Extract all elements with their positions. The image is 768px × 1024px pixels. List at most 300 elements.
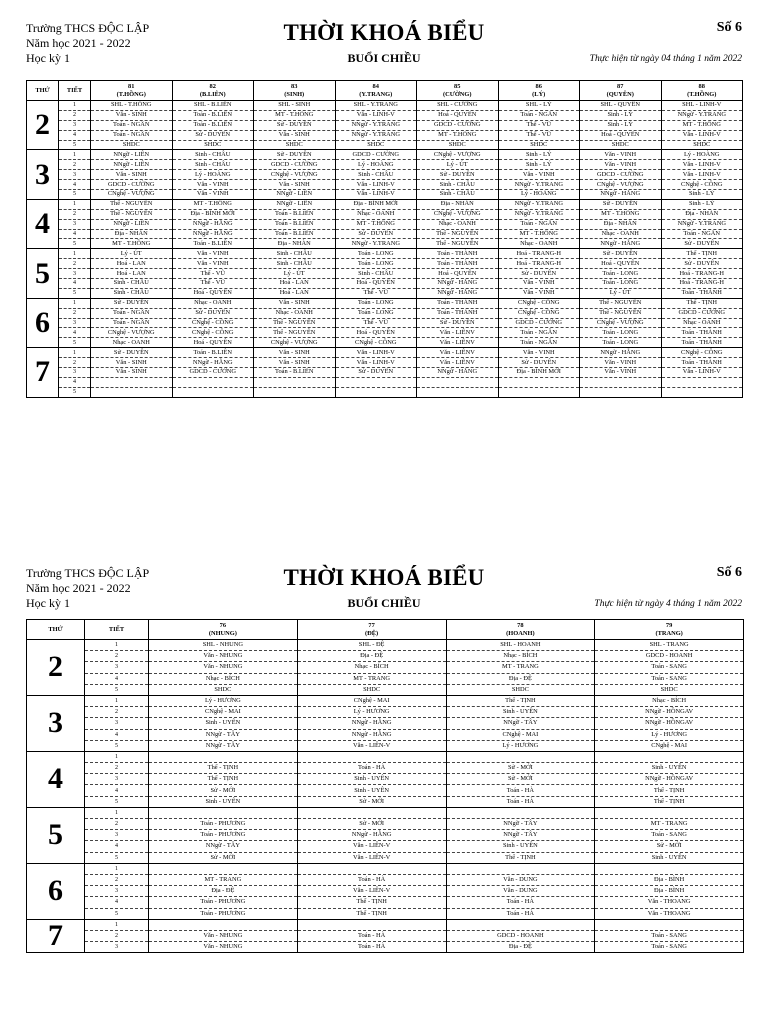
lesson-cell: SHL - ĐỆ [297,640,446,651]
session-title: BUỔI CHIỀU [347,51,421,65]
lesson-cell: CNghệ - MAI [297,695,446,706]
lesson-cell: Sinh - LÝ [580,120,662,130]
period-number: 3 [59,170,91,180]
lesson-cell: Toán - SANG [595,830,744,841]
lesson-cell: Thể - TỊNH [661,249,743,259]
class-code: 88 [698,83,705,90]
period-row [27,140,743,150]
period-row [27,190,743,200]
homeroom-teacher: (B.LIÊN) [199,90,226,98]
period-row [27,796,744,807]
lesson-cell: SHDC [91,140,173,150]
lesson-cell: Văn - LINH-V [335,348,417,358]
class-header [417,81,499,101]
period-row [27,841,744,852]
lesson-cell: Toán - HÀ [446,785,595,796]
period-row [27,942,744,953]
homeroom-teacher: (LÝ) [532,90,546,98]
class-header [335,81,417,101]
period-number: 1 [59,101,91,111]
period-number: 4 [59,229,91,239]
period-row [27,763,744,774]
lesson-cell: Lý - HƯƠNG [446,740,595,751]
lesson-cell: SHL - LÝ [498,101,580,111]
lesson-cell: NNgữ - HẰNG [580,239,662,249]
class-header [172,81,254,101]
lesson-cell: Sinh - LÝ [580,110,662,120]
lesson-cell: Sử - DUYÊN [335,368,417,378]
homeroom-teacher: (CƯỜNG) [442,90,472,98]
lesson-cell: Nhạc - OANH [498,239,580,249]
period-number: 5 [85,684,149,695]
period-number: 4 [85,897,149,908]
lesson-cell: Toán - NGÂN [91,308,173,318]
lesson-cell: Sử - DUYÊN [580,199,662,209]
homeroom-teacher: (TRANG) [655,629,683,637]
school-term: Học kỳ 1 [26,51,70,65]
period-row [27,729,744,740]
lesson-cell: Địa - BÌNH MỚI [335,199,417,209]
period-number: 3 [59,318,91,328]
class-code: 83 [291,83,298,90]
period-number: 4 [59,130,91,140]
lesson-cell: CNghệ - VƯỢNG [580,180,662,190]
period-number: 2 [85,707,149,718]
lesson-cell [297,863,446,874]
period-row [27,886,744,897]
period-row [27,259,743,269]
lesson-cell [446,919,595,930]
period-row [27,170,743,180]
lesson-cell: GDCD - CƯỜNG [91,180,173,190]
lesson-cell: Toán - THÀNH [661,358,743,368]
class-code: 79 [665,622,673,629]
lesson-cell [254,387,336,397]
lesson-cell: Địa - BÌNH MỚI [172,209,254,219]
lesson-cell: GDCD - CƯỜNG [335,150,417,160]
lesson-cell: Văn - SINH [91,170,173,180]
lesson-cell: NNgữ - HẰNG [417,279,499,289]
period-number: 1 [85,807,149,818]
lesson-cell: Sinh - UYÊN [446,707,595,718]
lesson-cell: Văn - VINH [498,170,580,180]
lesson-cell: Thể - TỊNH [446,695,595,706]
lesson-cell: Toán - NGÂN [498,110,580,120]
lesson-cell: CNghệ - CÔNG [661,180,743,190]
period-number: 1 [85,751,149,762]
class-header [595,620,744,640]
lesson-cell: Sử - DUYÊN [498,358,580,368]
period-row [27,640,744,651]
period-number: 1 [59,249,91,259]
lesson-cell: Địa - NHÀN [417,199,499,209]
period-number: 3 [59,269,91,279]
lesson-cell: Văn - DUNG [446,886,595,897]
lesson-cell: Văn - LINH-V [661,170,743,180]
lesson-cell: Lý - HƯƠNG [595,729,744,740]
lesson-cell: Sử - DUYÊN [335,229,417,239]
lesson-cell: Toán - HÀ [297,874,446,885]
lesson-cell: Thể - VŨ [172,269,254,279]
period-number: 5 [59,140,91,150]
period-row [27,751,744,762]
class-header [498,81,580,101]
lesson-cell: NNgữ - HỒNGAV [595,707,744,718]
lesson-cell: Địa - NHÀN [254,239,336,249]
period-number: 1 [59,150,91,160]
period-row [27,308,743,318]
period-row [27,718,744,729]
school-year: Năm học 2021 - 2022 [26,581,131,595]
lesson-cell: Thể - NGUYÊN [580,298,662,308]
period-row [27,919,744,930]
session-title: BUỔI CHIỀU [347,596,421,610]
lesson-cell: Toán - B.LIÊN [172,110,254,120]
lesson-cell: GDCD - CƯỜNG [661,308,743,318]
lesson-cell: SHDC [297,684,446,695]
lesson-cell: Sinh - UYÊN [149,796,298,807]
lesson-cell: Sử - DUYÊN [254,120,336,130]
lesson-cell: GDCD - CƯỜNG [254,160,336,170]
lesson-cell: NNgữ - TÂY [149,841,298,852]
period-number: 3 [85,662,149,673]
lesson-cell: Địa - BÌNH MỚI [498,368,580,378]
period-number: 2 [85,763,149,774]
period-row [27,338,743,348]
period-number: 4 [59,279,91,289]
lesson-cell: Nhạc - BÍCH [297,662,446,673]
period-row [27,651,744,662]
lesson-cell: NNgữ - HẰNG [417,368,499,378]
lesson-cell: Hoá - LAN [91,269,173,279]
lesson-cell: Thể - NGUYÊN [254,318,336,328]
lesson-cell: NNgữ - HẰNG [297,830,446,841]
lesson-cell: Toán - LONG [335,308,417,318]
lesson-cell: Hoá - TRANG-H [661,269,743,279]
period-row [27,269,743,279]
lesson-cell: NNgữ - TÂY [446,830,595,841]
lesson-cell: Văn - LINH-V [335,180,417,190]
period-number: 5 [85,852,149,863]
lesson-cell: Toán - PHƯƠNG [149,830,298,841]
lesson-cell: Thể - TỊNH [595,785,744,796]
lesson-cell: NNgữ - Y.TRANG [661,219,743,229]
period-number: 2 [59,160,91,170]
lesson-cell: Lý - HOÀNG [172,170,254,180]
lesson-cell: Nhạc - OANH [172,298,254,308]
lesson-cell: Văn - SINH [254,358,336,368]
lesson-cell: NNgữ - LIÊN [91,160,173,170]
period-number: 2 [59,110,91,120]
period-number: 4 [85,841,149,852]
lesson-cell: Toán - SANG [595,673,744,684]
lesson-cell: Địa - ĐỆ [446,942,595,953]
lesson-cell: Sử - DUYÊN [661,239,743,249]
sheet2-header [26,563,742,615]
period-row [27,774,744,785]
lesson-cell: Sử - MỚI [149,785,298,796]
period-number: 4 [59,328,91,338]
lesson-cell: Địa - NHÀN [661,209,743,219]
period-row [27,180,743,190]
period-number: 3 [85,774,149,785]
school-term: Học kỳ 1 [26,596,70,610]
lesson-cell: Hoá - QUYÊN [172,338,254,348]
period-row [27,298,743,308]
lesson-cell: Văn - LINH-V [661,368,743,378]
lesson-cell: Thể - VŨ [335,318,417,328]
lesson-cell: Toán - LONG [580,328,662,338]
lesson-cell: Địa - NHÀN [91,229,173,239]
lesson-cell [149,919,298,930]
lesson-cell: Hoá - QUYÊN [335,279,417,289]
lesson-cell: SHL - LINH-V [661,101,743,111]
lesson-cell [417,387,499,397]
lesson-cell [172,387,254,397]
period-row [27,160,743,170]
period-row [27,785,744,796]
lesson-cell: Lý - ÚT [580,288,662,298]
lesson-cell: Địa - ĐỆ [149,886,298,897]
lesson-cell: NNgữ - HẰNG [297,718,446,729]
lesson-cell: Địa - BÌNH [595,886,744,897]
lesson-cell: NNgữ - Y.TRANG [661,110,743,120]
class-header [297,620,446,640]
period-number: 2 [59,308,91,318]
lesson-cell: NNgữ - TÂY [446,819,595,830]
lesson-cell: NNgữ - LIÊN [91,150,173,160]
period-row [27,229,743,239]
lesson-cell: Sử - DUYÊN [417,318,499,328]
day-label: 5 [27,807,85,863]
school-name: Trường THCS ĐỘC LẬP [26,21,150,35]
lesson-cell: Toán - THÀNH [661,288,743,298]
class-code: 87 [617,83,624,90]
period-number: 4 [59,377,91,387]
lesson-cell: Toán - NGÂN [91,130,173,140]
period-number: 2 [85,819,149,830]
lesson-cell: Sử - DUYÊN [417,170,499,180]
lesson-cell: Sử - DUYÊN [580,249,662,259]
lesson-cell: Văn - LINH-V [661,160,743,170]
lesson-cell: NNgữ - Y.TRANG [335,130,417,140]
lesson-cell: MT - T.HỒNG [417,130,499,140]
lesson-cell: Địa - BÌNH [595,874,744,885]
lesson-cell: NNgữ - Y.TRANG [335,120,417,130]
lesson-cell: Thể - TỊNH [446,852,595,863]
lesson-cell: Nhạc - OANH [417,219,499,229]
period-number: 4 [85,785,149,796]
lesson-cell: Sinh - UYÊN [595,763,744,774]
period-number: 3 [85,886,149,897]
lesson-cell: NNgữ - Y.TRANG [498,180,580,190]
lesson-cell: CNghệ - VƯỢNG [91,190,173,200]
homeroom-teacher: (T.HỒNG) [116,90,146,98]
period-number: 2 [85,874,149,885]
lesson-cell: Nhạc - BÍCH [149,673,298,684]
lesson-cell: Văn - LIÊN-V [297,740,446,751]
lesson-cell: Sử - DUYÊN [172,308,254,318]
lesson-cell: Hoá - QUYÊN [417,269,499,279]
period-row [27,199,743,209]
lesson-cell: SHL - CƯỜNG [417,101,499,111]
lesson-cell: Sử - DUYÊN [91,298,173,308]
lesson-cell: SHDC [498,140,580,150]
lesson-cell: CNghệ - VƯỢNG [91,328,173,338]
lesson-cell: Toán - NGÂN [498,338,580,348]
effective-date: Thực hiện từ ngày 04 tháng 1 năm 2022 [589,54,742,64]
schedule-number: Số 6 [716,20,742,35]
period-number: 3 [59,219,91,229]
period-row [27,819,744,830]
lesson-cell [595,863,744,874]
lesson-cell: Sinh - CHÂU [417,180,499,190]
lesson-cell: NNgữ - HẰNG [172,219,254,229]
lesson-cell: NNgữ - LIÊN [254,190,336,200]
lesson-cell [91,377,173,387]
lesson-cell: CNghệ - VƯỢNG [417,209,499,219]
class-code: 84 [372,83,379,90]
lesson-cell: Thể - TỊNH [149,774,298,785]
period-number: 1 [59,298,91,308]
lesson-cell: Toán - B.LIÊN [254,368,336,378]
period-row [27,150,743,160]
class-header [446,620,595,640]
lesson-cell: Văn - SINH [91,110,173,120]
period-row [27,120,743,130]
lesson-cell: Văn - VINH [172,249,254,259]
school-name: Trường THCS ĐỘC LẬP [26,566,150,580]
lesson-cell [595,919,744,930]
lesson-cell: SHL - SINH [254,101,336,111]
lesson-cell: MT - TRANG [149,874,298,885]
lesson-cell: NNgữ - Y.TRANG [498,199,580,209]
lesson-cell: Sử - MỚI [595,841,744,852]
lesson-cell: Toán - LONG [335,298,417,308]
lesson-cell: NNgữ - HỒNGAV [595,718,744,729]
lesson-cell: Lý - HOÀNG [335,160,417,170]
timetable-grades-7 [26,619,744,953]
class-header [91,81,173,101]
lesson-cell: Hoá - QUYÊN [580,259,662,269]
lesson-cell: Sinh - CHÂU [172,160,254,170]
lesson-cell: Văn - SINH [91,368,173,378]
period-row [27,279,743,289]
lesson-cell: Văn - SINH [254,130,336,140]
lesson-cell [446,807,595,818]
homeroom-teacher: (SINH) [284,90,305,98]
lesson-cell: NNgữ - LIÊN [91,219,173,229]
lesson-cell: SHDC [335,140,417,150]
lesson-cell: Toán - HÀ [446,897,595,908]
lesson-cell: Văn - VINH [172,180,254,190]
period-row [27,684,744,695]
lesson-cell: MT - T.HỒNG [580,209,662,219]
lesson-cell [335,387,417,397]
lesson-cell: Sử - MỚI [297,796,446,807]
lesson-cell: Văn - VINH [498,288,580,298]
lesson-cell: MT - T.HỒNG [498,229,580,239]
period-number: 5 [59,239,91,249]
period-row [27,897,744,908]
lesson-cell: Thể - TỊNH [297,908,446,919]
class-code: 86 [535,83,542,90]
period-row [27,288,743,298]
lesson-cell: GDCD - HOANH [595,651,744,662]
lesson-cell: CNghệ - CÔNG [172,318,254,328]
lesson-cell: Hoá - QUYÊN [172,288,254,298]
lesson-cell: Toán - THÀNH [417,259,499,269]
lesson-cell: Văn - LIÊNV [417,328,499,338]
lesson-cell: Sử - DUYÊN [91,348,173,358]
lesson-cell: GDCD - CƯỜNG [417,120,499,130]
day-label: 4 [27,199,59,248]
lesson-cell [91,387,173,397]
lesson-cell: MT - T.HỒNG [335,219,417,229]
lesson-cell: SHDC [446,684,595,695]
lesson-cell: Sử - DUYÊN [172,130,254,140]
lesson-cell: Sinh - CHÂU [254,259,336,269]
lesson-cell [580,387,662,397]
lesson-cell: Thể - NGUYÊN [580,308,662,318]
period-number: 3 [59,368,91,378]
lesson-cell: Sinh - CHÂU [417,190,499,200]
lesson-cell: SHL - QUYÊN [580,101,662,111]
period-row [27,239,743,249]
lesson-cell: Văn - LINH-V [335,110,417,120]
lesson-cell [446,863,595,874]
lesson-cell [297,919,446,930]
day-label: 3 [27,695,85,751]
lesson-cell: Thể - NGUYÊN [91,209,173,219]
lesson-cell: Văn - LIÊN-V [297,841,446,852]
lesson-cell: Thể - VŨ [335,288,417,298]
lesson-cell: GDCD - HOANH [446,930,595,941]
class-header [580,81,662,101]
header-period: TIẾT [59,81,91,101]
lesson-cell: Văn - LINH-V [335,358,417,368]
lesson-cell: GDCD - CƯỜNG [580,170,662,180]
lesson-cell: CNghệ - MAI [595,740,744,751]
lesson-cell: Nhạc - OANH [91,338,173,348]
lesson-cell: Thể - VŨ [498,130,580,140]
lesson-cell: Địa - ĐỆ [446,673,595,684]
period-row [27,740,744,751]
lesson-cell: Địa - ĐỆ [297,651,446,662]
lesson-cell: NNgữ - HẰNG [172,358,254,368]
lesson-cell [172,377,254,387]
lesson-cell: CNghệ - VƯỢNG [254,170,336,180]
lesson-cell: Thể - NGUYÊN [91,199,173,209]
period-number: 1 [85,695,149,706]
period-row [27,874,744,885]
lesson-cell: Toán - NGÂN [91,318,173,328]
lesson-cell: Hoá - QUYÊN [335,328,417,338]
lesson-cell: MT - TRANG [297,673,446,684]
period-row [27,673,744,684]
lesson-cell: CNghệ - VƯỢNG [580,318,662,328]
lesson-cell: Toán - HÀ [297,763,446,774]
lesson-cell: Toán - B.LIÊN [254,209,336,219]
period-number: 1 [59,199,91,209]
lesson-cell: Toán - B.LIÊN [172,348,254,358]
lesson-cell: Văn - DUNG [446,874,595,885]
lesson-cell: Văn - VINH [172,190,254,200]
homeroom-teacher: (HOANH) [506,629,535,637]
lesson-cell: CNghệ - CÔNG [172,328,254,338]
lesson-cell: Sinh - CHÂU [172,150,254,160]
lesson-cell [580,377,662,387]
